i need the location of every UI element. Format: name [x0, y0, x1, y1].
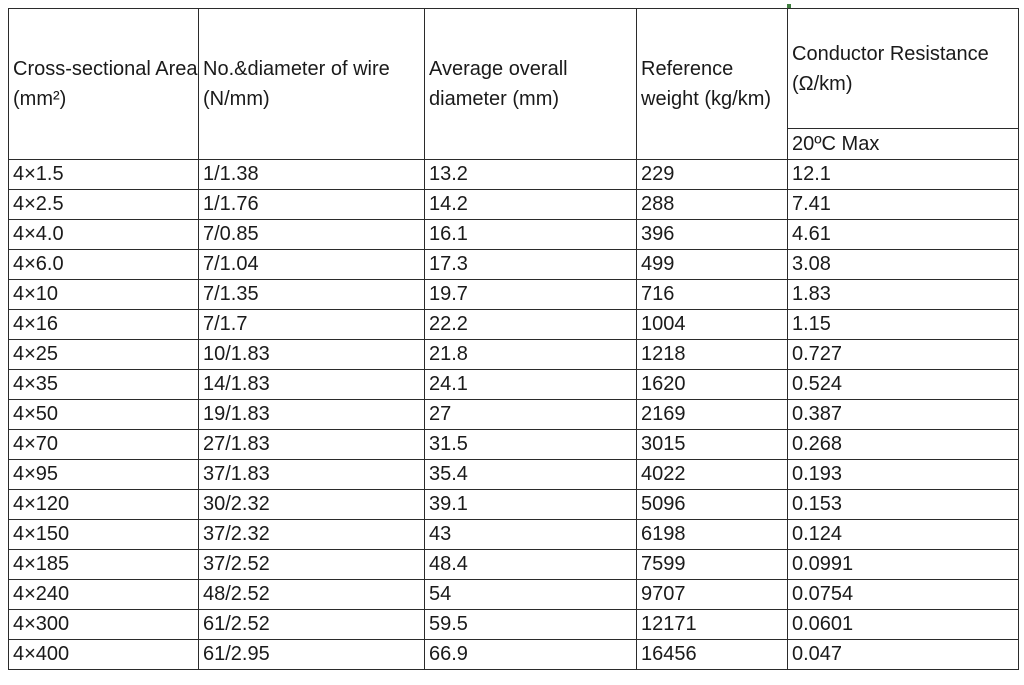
cell-weight: 3015: [637, 430, 788, 460]
table-row: [9, 520, 1019, 550]
cell-cross-section: 4×95: [9, 460, 199, 490]
table-row: [9, 250, 1019, 280]
cell-wire: 7/1.04: [199, 250, 425, 280]
cell-resistance: 1.83: [788, 280, 1019, 310]
table-row: [9, 430, 1019, 460]
cell-resistance: 0.0754: [788, 580, 1019, 610]
cell-cross-section: 4×240: [9, 580, 199, 610]
cell-diameter: 27: [425, 400, 637, 430]
header-resistance-condition: 20ºC Max: [788, 129, 1019, 160]
header-reference-weight: Reference weight (kg/km): [637, 9, 788, 160]
cell-weight: 716: [637, 280, 788, 310]
cell-weight: 499: [637, 250, 788, 280]
cell-resistance: 4.61: [788, 220, 1019, 250]
cell-resistance: 3.08: [788, 250, 1019, 280]
cell-cross-section: 4×25: [9, 340, 199, 370]
cell-diameter: 22.2: [425, 310, 637, 340]
header-average-overall-diameter: Average overall diameter (mm): [425, 9, 637, 160]
cell-weight: 4022: [637, 460, 788, 490]
header-conductor-resistance: Conductor Resistance (Ω/km): [788, 9, 1019, 129]
cell-diameter: 43: [425, 520, 637, 550]
cell-resistance: 0.0601: [788, 610, 1019, 640]
cell-wire: 61/2.95: [199, 640, 425, 670]
table-row: [9, 460, 1019, 490]
cell-resistance: 0.193: [788, 460, 1019, 490]
cell-cross-section: 4×50: [9, 400, 199, 430]
table-header: [9, 9, 1019, 160]
header-cross-sectional-area: Cross-sectional Area (mm²): [9, 9, 199, 160]
cell-wire: 7/0.85: [199, 220, 425, 250]
cell-diameter: 24.1: [425, 370, 637, 400]
cell-wire: 37/2.52: [199, 550, 425, 580]
cell-weight: 16456: [637, 640, 788, 670]
cell-resistance: 0.524: [788, 370, 1019, 400]
cell-resistance: 0.0991: [788, 550, 1019, 580]
cell-wire: 30/2.32: [199, 490, 425, 520]
cell-weight: 288: [637, 190, 788, 220]
cell-cross-section: 4×300: [9, 610, 199, 640]
table-row: [9, 280, 1019, 310]
cell-cross-section: 4×35: [9, 370, 199, 400]
table-body: [9, 160, 1019, 670]
cell-resistance: 12.1: [788, 160, 1019, 190]
cell-cross-section: 4×6.0: [9, 250, 199, 280]
cell-cross-section: 4×400: [9, 640, 199, 670]
cell-wire: 7/1.35: [199, 280, 425, 310]
cell-resistance: 0.387: [788, 400, 1019, 430]
cell-diameter: 35.4: [425, 460, 637, 490]
header-wire-count-diameter: No.&diameter of wire (N/mm): [199, 9, 425, 160]
cell-cross-section: 4×4.0: [9, 220, 199, 250]
table-row: [9, 370, 1019, 400]
table-row: [9, 580, 1019, 610]
cell-diameter: 66.9: [425, 640, 637, 670]
cell-wire: 1/1.76: [199, 190, 425, 220]
cell-cross-section: 4×10: [9, 280, 199, 310]
cell-weight: 5096: [637, 490, 788, 520]
cell-diameter: 16.1: [425, 220, 637, 250]
cell-wire: 27/1.83: [199, 430, 425, 460]
cell-wire: 7/1.7: [199, 310, 425, 340]
cell-wire: 37/1.83: [199, 460, 425, 490]
cable-spec-sheet: [8, 8, 1018, 670]
cell-cross-section: 4×1.5: [9, 160, 199, 190]
cell-weight: 1620: [637, 370, 788, 400]
cell-weight: 1218: [637, 340, 788, 370]
cell-wire: 1/1.38: [199, 160, 425, 190]
cell-diameter: 48.4: [425, 550, 637, 580]
table-row: [9, 550, 1019, 580]
table-row: [9, 310, 1019, 340]
table-row: [9, 160, 1019, 190]
cell-diameter: 21.8: [425, 340, 637, 370]
cell-resistance: 0.727: [788, 340, 1019, 370]
cable-spec-table: [8, 8, 1019, 670]
table-row: [9, 190, 1019, 220]
cell-diameter: 19.7: [425, 280, 637, 310]
cell-resistance: 0.047: [788, 640, 1019, 670]
table-row: [9, 220, 1019, 250]
cell-weight: 12171: [637, 610, 788, 640]
cell-wire: 37/2.32: [199, 520, 425, 550]
cell-diameter: 39.1: [425, 490, 637, 520]
cell-cross-section: 4×70: [9, 430, 199, 460]
cell-resistance: 0.153: [788, 490, 1019, 520]
cell-resistance: 0.268: [788, 430, 1019, 460]
table-row: [9, 400, 1019, 430]
cell-cross-section: 4×120: [9, 490, 199, 520]
cell-weight: 1004: [637, 310, 788, 340]
cell-resistance: 0.124: [788, 520, 1019, 550]
cell-weight: 2169: [637, 400, 788, 430]
cell-diameter: 54: [425, 580, 637, 610]
cell-wire: 10/1.83: [199, 340, 425, 370]
table-row: [9, 490, 1019, 520]
cell-weight: 9707: [637, 580, 788, 610]
cell-diameter: 17.3: [425, 250, 637, 280]
cell-resistance: 1.15: [788, 310, 1019, 340]
table-row: [9, 340, 1019, 370]
cell-weight: 7599: [637, 550, 788, 580]
cell-resistance: 7.41: [788, 190, 1019, 220]
cell-cross-section: 4×150: [9, 520, 199, 550]
cell-cross-section: 4×185: [9, 550, 199, 580]
cell-wire: 14/1.83: [199, 370, 425, 400]
cell-weight: 6198: [637, 520, 788, 550]
cell-weight: 396: [637, 220, 788, 250]
cell-wire: 19/1.83: [199, 400, 425, 430]
cell-diameter: 59.5: [425, 610, 637, 640]
table-row: [9, 610, 1019, 640]
cell-diameter: 31.5: [425, 430, 637, 460]
cell-wire: 48/2.52: [199, 580, 425, 610]
cell-weight: 229: [637, 160, 788, 190]
cell-cross-section: 4×2.5: [9, 190, 199, 220]
cell-diameter: 14.2: [425, 190, 637, 220]
table-row: [9, 640, 1019, 670]
cell-diameter: 13.2: [425, 160, 637, 190]
cell-cross-section: 4×16: [9, 310, 199, 340]
cell-wire: 61/2.52: [199, 610, 425, 640]
